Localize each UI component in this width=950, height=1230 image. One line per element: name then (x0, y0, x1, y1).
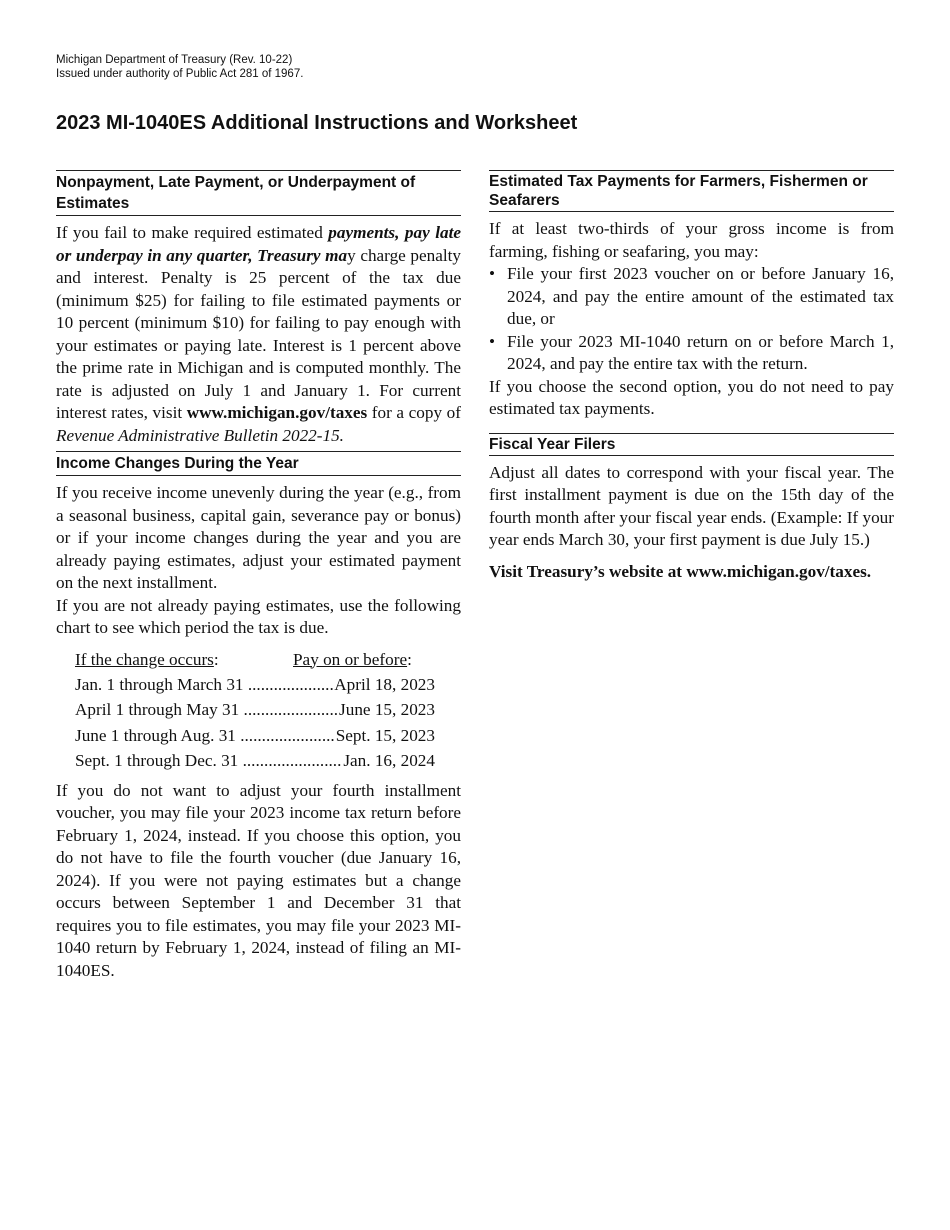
chart-period: Jan. 1 through March 31 ..... (75, 672, 333, 698)
chart-period: April 1 through May 31 ..... (75, 697, 338, 723)
nonpayment-text-a: If you fail to make required estimated (56, 223, 329, 242)
chart-due-date: Jan. 16, 2024 (343, 751, 435, 770)
farmers-paragraph-2: If you choose the second option, you do not need to pay estimated tax payments. (489, 376, 894, 418)
bullet-text: File your first 2023 voucher on or before January 16, 2024, and pay the entire amount of the estimated tax due, or (507, 264, 894, 328)
chart-col-pay-label: Pay on or before (293, 649, 408, 669)
treasury-link[interactable]: www.michigan.gov/taxes (186, 403, 368, 422)
chart-row (75, 672, 435, 698)
nonpayment-paragraph (56, 222, 461, 447)
chart-col-pay (293, 648, 412, 672)
chart-row (75, 748, 435, 774)
chart-period: Sept. 1 through Dec. 31 ..... (75, 748, 342, 774)
section-heading-income-changes: Income Changes During the Year (56, 451, 461, 476)
chart-col-occurs-colon: : (213, 649, 219, 669)
chart-col-occurs (75, 648, 293, 672)
farmers-bullet (489, 331, 894, 376)
section-heading-nonpayment: Nonpayment, Late Payment, or Underpayment of Estimates (56, 170, 461, 216)
nonpayment-text-emphasis: payments, pay late or underpay in any quarter, Treasury ma (56, 223, 461, 265)
document-header (56, 53, 303, 81)
page-title: 2023 MI-1040ES Additional Instructions and Worksheet (56, 112, 578, 134)
farmers-bullet (489, 263, 894, 331)
bulletin-reference: Revenue Administrative Bulletin 2022-15. (56, 425, 344, 445)
section-heading-fiscal-year: Fiscal Year Filers (489, 433, 894, 456)
chart-period: June 1 through Aug. 31 ..... (75, 723, 335, 749)
section-heading-farmers: Estimated Tax Payments for Farmers, Fishermen or Seafarers (489, 170, 894, 212)
chart-col-pay-colon: : (407, 649, 412, 669)
revision-line: Michigan Department of Treasury (Rev. 10-22) (56, 54, 293, 66)
chart-due-date: April 18, 2023 (334, 674, 435, 694)
bullet-marker: • (489, 331, 496, 351)
chart-row (75, 697, 435, 723)
nonpayment-text-c: y charge penalty and interest. Penalty is 25 percent of the tax due (minimum $25) for failing to file estimated payments or 10 percent (minimum $10) for failing to pay enough with your estimates or paying late. Interest is 1 percent above the prime rate in Michigan and is computed monthly. The rate is adjusted on July 1 and January 1. For current interest rates, visit (56, 245, 462, 422)
chart-col-occurs-label: If the change occurs (75, 649, 214, 669)
income-changes-paragraph-1: If you receive income unevenly during the year (e.g., from a seasonal business, capital gain, severance pay or bonus) or if your income changes during the year and you are already paying estimates, adjust your estimated payment on the next installment. (56, 483, 461, 592)
authority-line: Issued under authority of Public Act 281 of 1967. (56, 68, 304, 80)
chart-due-date: June 15, 2023 (339, 700, 435, 719)
bullet-text: File your 2023 MI-1040 return on or before March 1, 2024, and pay the entire tax with the return. (507, 331, 894, 373)
chart-header (75, 648, 435, 672)
due-date-chart (75, 648, 435, 774)
income-changes-paragraph-2: If you are not already paying estimates, use the following chart to see which period the tax is due. (56, 595, 461, 637)
income-changes-paragraph-3: If you do not want to adjust your fourth installment voucher, you may file your 2023 income tax return before February 1, 2024, instead. If you choose this option, you do not have to file the fourth voucher (due January 16, 2024). If you were not paying estimates but a change occurs between September 1 and December 31 that requires you to file estimates, you may file your 2023 MI-1040 return by February 1, 2024, instead of filing an MI-1040ES. (56, 780, 461, 980)
fiscal-year-paragraph: Adjust all dates to correspond with your fiscal year. The first installment payment is due on the 15th day of the fourth month after your fiscal year ends. (Example: If your year ends March 30, your first payment is due July 15.) (489, 462, 894, 549)
nonpayment-text-e: for a copy of (367, 403, 461, 422)
left-column (56, 170, 461, 982)
farmers-paragraph-1: If at least two-thirds of your gross income is from farming, fishing or seafaring, you may: (489, 219, 894, 261)
visit-website-note: Visit Treasury’s website at www.michigan.gov/taxes. (489, 561, 872, 581)
chart-row (75, 723, 435, 749)
chart-due-date: Sept. 15, 2023 (335, 725, 435, 745)
bullet-marker: • (489, 264, 496, 283)
right-column (489, 170, 894, 583)
